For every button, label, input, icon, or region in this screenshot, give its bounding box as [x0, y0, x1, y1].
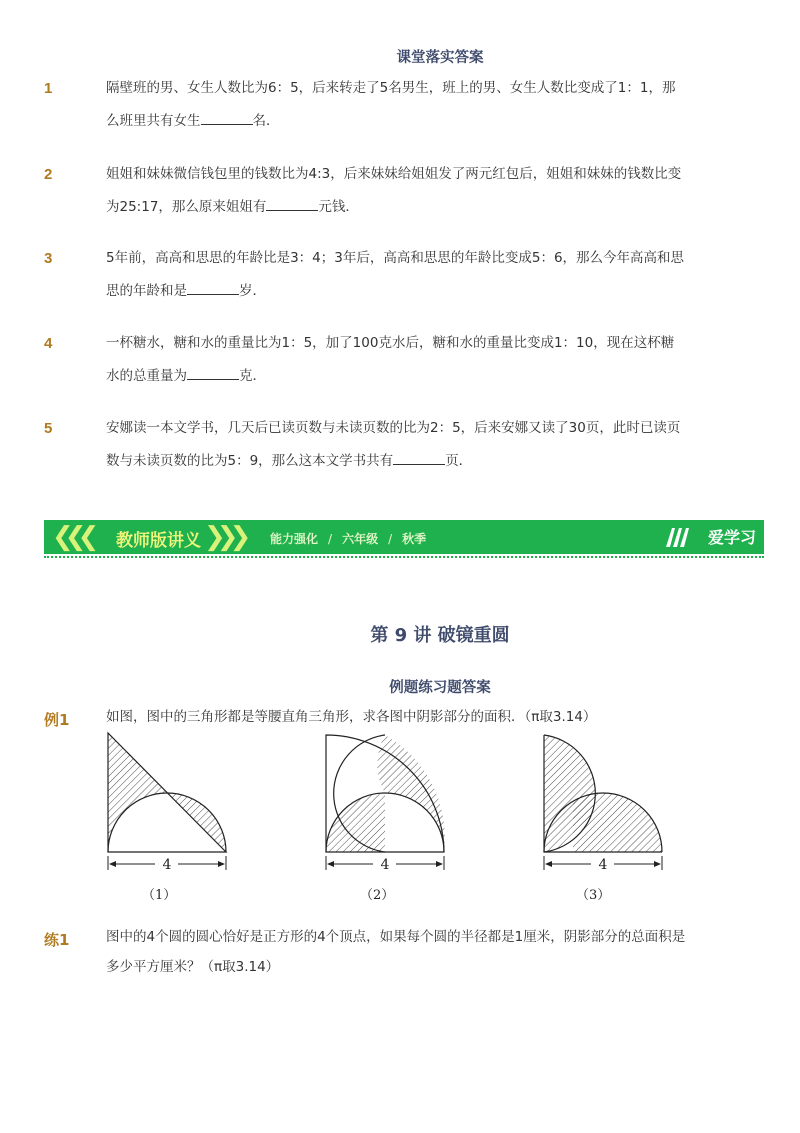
example-label: 例1 [44, 711, 70, 729]
question-text: 5年前，高高和思思的年龄比是3：4；3年后，高高和思思的年龄比变成5：6，那么今年高高和思 思的年龄和是 岁． [106, 250, 685, 299]
example-text: 如图，图中的三角形都是等腰直角三角形，求各图中阴影部分的面积．（π取3.14） [106, 709, 597, 725]
banner-title: 教师版讲义 [116, 531, 201, 551]
practice-label: 练1 [44, 931, 70, 949]
brand-logo-icon [664, 526, 694, 548]
section-title: 课堂落实答案 [396, 50, 484, 66]
dimension-label: 4 [380, 857, 390, 873]
banner-divider [44, 556, 764, 558]
answer-blank [393, 452, 445, 465]
question-text: 安娜读一本文学书，几天后已读页数与未读页数的比为2：5，后来安娜又读了30页，此时已读页 数与未读页数的比为5：9，那么这本文学书共有 页． [106, 420, 681, 469]
lecture-subtitle: 例题练习题答案 [389, 680, 491, 696]
figure-caption: （3） [576, 888, 611, 903]
dimension-label: 4 [598, 857, 608, 873]
figure-3 [536, 728, 671, 878]
figure-1 [100, 728, 235, 878]
chevron-left-icon: ❮❮❮ [52, 522, 91, 552]
practice-text: 图中的4个圆的圆心恰好是正方形的4个顶点，如果每个圆的半径都是1厘米，阴影部分的总面积是 多少平方厘米？（π取3.14） [106, 929, 686, 975]
figure-caption: （2） [360, 888, 395, 903]
question-number: 2 [44, 166, 53, 183]
question-number: 5 [44, 420, 53, 437]
answer-blank [187, 282, 239, 295]
question-text: 姐姐和妹妹微信钱包里的钱数比为4:3，后来妹妹给姐姐发了两元红包后，姐姐和妹妹的钱数比变 为25:17，那么原来姐姐有 元钱． [106, 166, 682, 215]
chevron-right-icon: ❯❯❯ [204, 522, 243, 552]
figure-2 [318, 728, 453, 878]
figure-caption: （1） [142, 888, 177, 903]
question-text: 隔壁班的男、女生人数比为6：5，后来转走了5名男生，班上的男、女生人数比变成了1：1，那 么班里共有女生 名． [106, 80, 676, 129]
question-number: 1 [44, 80, 53, 97]
brand-name: 爱学习 [707, 528, 756, 547]
dimension-label: 4 [162, 857, 172, 873]
question-number: 3 [44, 250, 53, 267]
header-banner [44, 520, 764, 554]
banner-tags: 能力强化 / 六年级 / 秋季 [270, 532, 427, 546]
question-number: 4 [44, 335, 53, 352]
answer-blank [201, 112, 253, 125]
answer-blank [266, 198, 318, 211]
answer-blank [187, 367, 239, 380]
question-text: 一杯糖水，糖和水的重量比为1：5，加了100克水后，糖和水的重量比变成1：10，现在这杯糖 水的总重量为 克． [106, 335, 675, 384]
lecture-title: 第 9 讲 破镜重圆 [370, 625, 510, 646]
